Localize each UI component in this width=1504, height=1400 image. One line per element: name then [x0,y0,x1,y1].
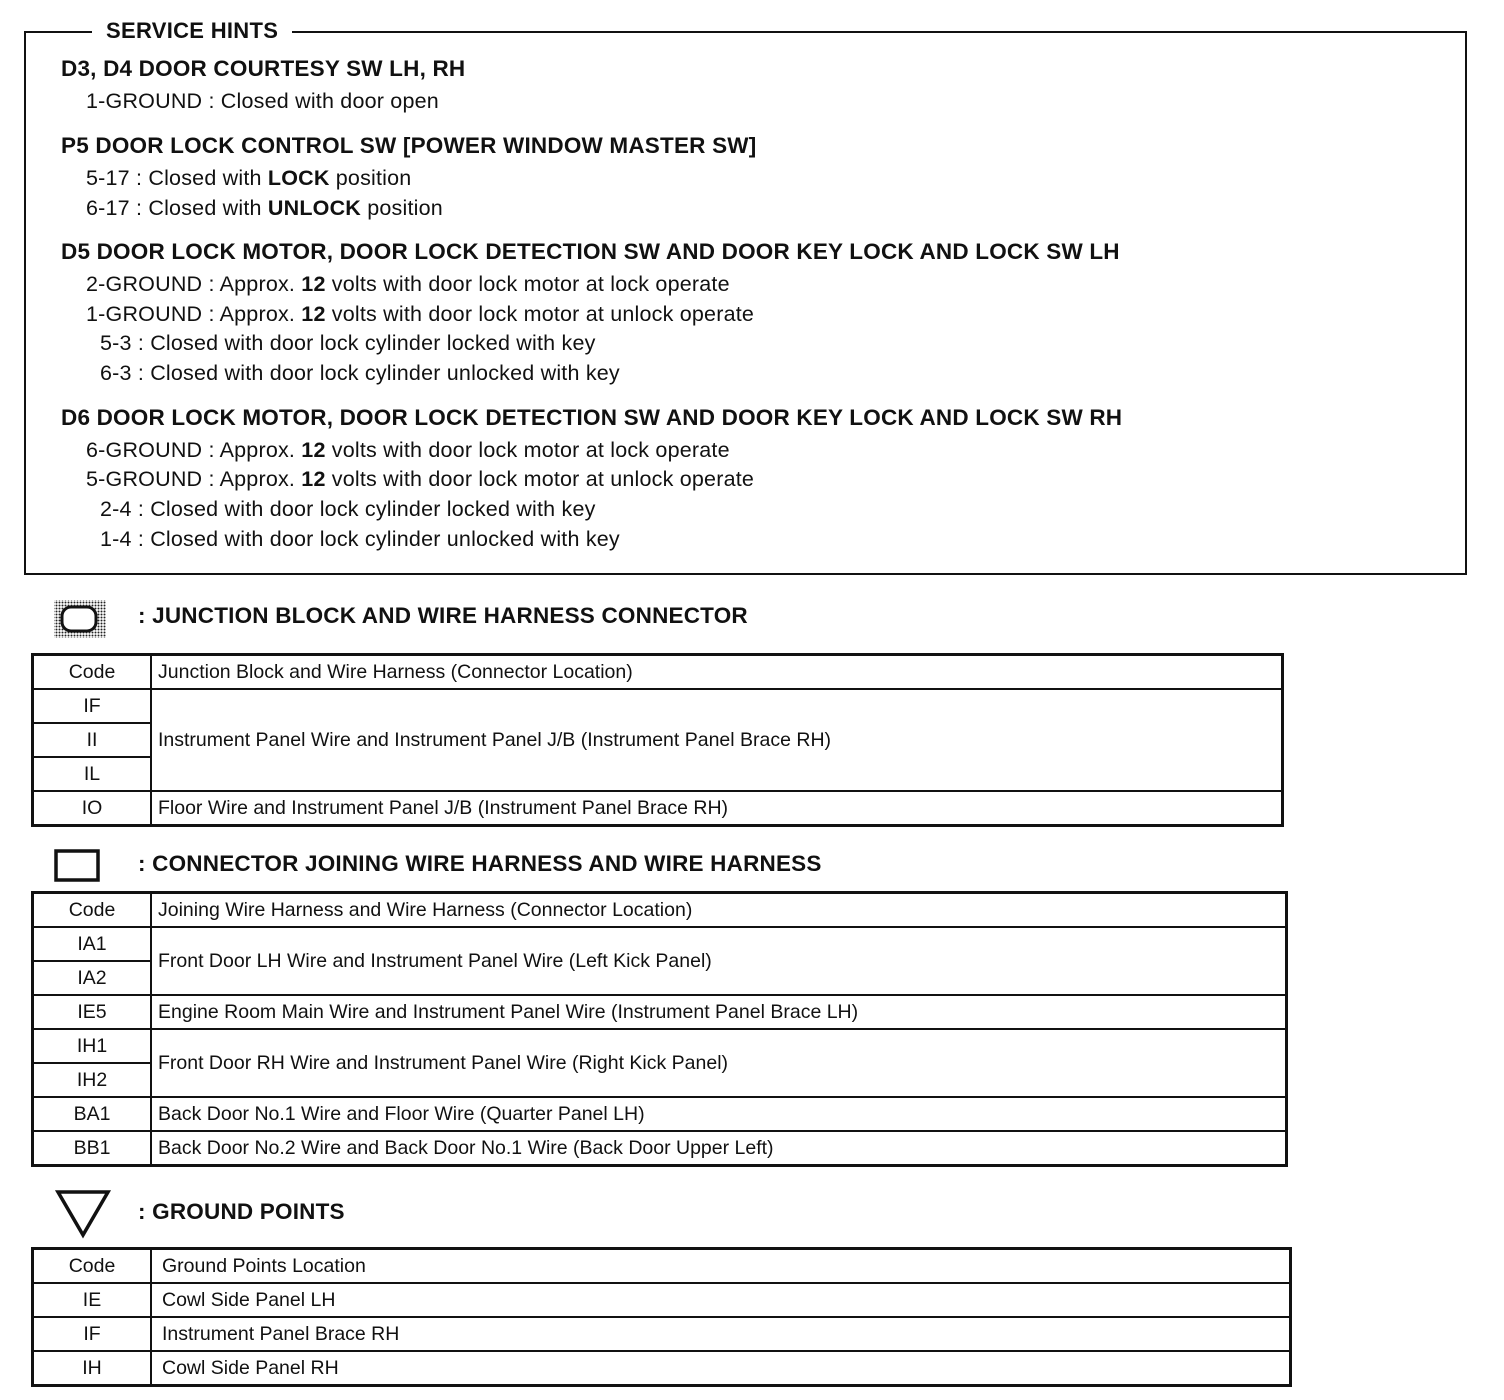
code-cell: IH1 [33,1029,152,1063]
code-cell: IH [33,1351,152,1386]
hint-line: 6-17 : Closed with UNLOCK position [86,196,443,220]
code-cell: IA2 [33,961,152,995]
code-cell: IL [33,757,152,791]
hint-heading-d3-d4: D3, D4 DOOR COURTESY SW LH, RH [61,56,466,81]
code-cell: II [33,723,152,757]
table-header-row [33,1249,1291,1284]
service-hints-title: SERVICE HINTS [92,18,292,44]
table-row [33,1283,1291,1317]
header-code: Code [33,655,152,690]
junction-section-title: : JUNCTION BLOCK AND WIRE HARNESS CONNECTOR [138,603,748,628]
header-desc: Joining Wire Harness and Wire Harness (Connector Location) [151,893,1287,928]
desc-cell: Front Door LH Wire and Instrument Panel Wire (Left Kick Panel) [151,927,1287,995]
desc-cell: Back Door No.2 Wire and Back Door No.1 Wire (Back Door Upper Left) [151,1131,1287,1166]
table-row [33,791,1283,826]
desc-cell: Cowl Side Panel LH [151,1283,1291,1317]
code-cell: IF [33,1317,152,1351]
code-cell: IE5 [33,995,152,1029]
header-code: Code [33,1249,152,1284]
hint-line: 6-3 : Closed with door lock cylinder unlocked with key [100,361,620,385]
table-row [33,1351,1291,1386]
code-cell: IA1 [33,927,152,961]
desc-cell: Instrument Panel Wire and Instrument Panel J/B (Instrument Panel Brace RH) [151,689,1283,791]
hint-line: 2-GROUND : Approx. 12 volts with door lock motor at lock operate [86,272,730,296]
header-desc: Ground Points Location [151,1249,1291,1284]
desc-cell: Back Door No.1 Wire and Floor Wire (Quarter Panel LH) [151,1097,1287,1131]
code-cell: IF [33,689,152,723]
table-row [33,995,1287,1029]
connector-section-title: : CONNECTOR JOINING WIRE HARNESS AND WIRE HARNESS [138,851,822,876]
code-cell: IH2 [33,1063,152,1097]
table-header-row [33,655,1283,690]
code-cell: BB1 [33,1131,152,1166]
desc-cell: Engine Room Main Wire and Instrument Panel Wire (Instrument Panel Brace LH) [151,995,1287,1029]
table-row [33,1029,1287,1063]
hint-line: 2-4 : Closed with door lock cylinder locked with key [100,497,596,521]
hint-line: 1-GROUND : Closed with door open [86,89,439,113]
ground-table [31,1247,1292,1387]
junction-connector-icon [52,598,108,640]
hint-line: 6-GROUND : Approx. 12 volts with door lock motor at lock operate [86,438,730,462]
ground-triangle-icon [54,1188,112,1240]
hint-line: 5-GROUND : Approx. 12 volts with door lock motor at unlock operate [86,467,755,491]
desc-cell: Cowl Side Panel RH [151,1351,1291,1386]
junction-table [31,653,1284,827]
connector-table [31,891,1288,1167]
table-row [33,927,1287,961]
hint-heading-p5: P5 DOOR LOCK CONTROL SW [POWER WINDOW MASTER SW] [61,133,757,158]
hint-line: 5-3 : Closed with door lock cylinder locked with key [100,331,596,355]
code-cell: BA1 [33,1097,152,1131]
table-row [33,1097,1287,1131]
table-row [33,1131,1287,1166]
table-row [33,689,1283,723]
header-desc: Junction Block and Wire Harness (Connector Location) [151,655,1283,690]
table-header-row [33,893,1287,928]
hint-line: 1-GROUND : Approx. 12 volts with door lock motor at unlock operate [86,302,755,326]
hint-line: 5-17 : Closed with LOCK position [86,166,412,190]
hint-heading-d6: D6 DOOR LOCK MOTOR, DOOR LOCK DETECTION SW AND DOOR KEY LOCK AND LOCK SW RH [61,405,1123,430]
hint-heading-d5: D5 DOOR LOCK MOTOR, DOOR LOCK DETECTION SW AND DOOR KEY LOCK AND LOCK SW LH [61,239,1120,264]
header-code: Code [33,893,152,928]
table-row [33,1317,1291,1351]
desc-cell: Floor Wire and Instrument Panel J/B (Instrument Panel Brace RH) [151,791,1283,826]
code-cell: IO [33,791,152,826]
desc-cell: Front Door RH Wire and Instrument Panel Wire (Right Kick Panel) [151,1029,1287,1097]
connector-box-icon [54,849,102,883]
code-cell: IE [33,1283,152,1317]
ground-section-title: : GROUND POINTS [138,1199,345,1224]
hint-line: 1-4 : Closed with door lock cylinder unlocked with key [100,527,620,551]
desc-cell: Instrument Panel Brace RH [151,1317,1291,1351]
